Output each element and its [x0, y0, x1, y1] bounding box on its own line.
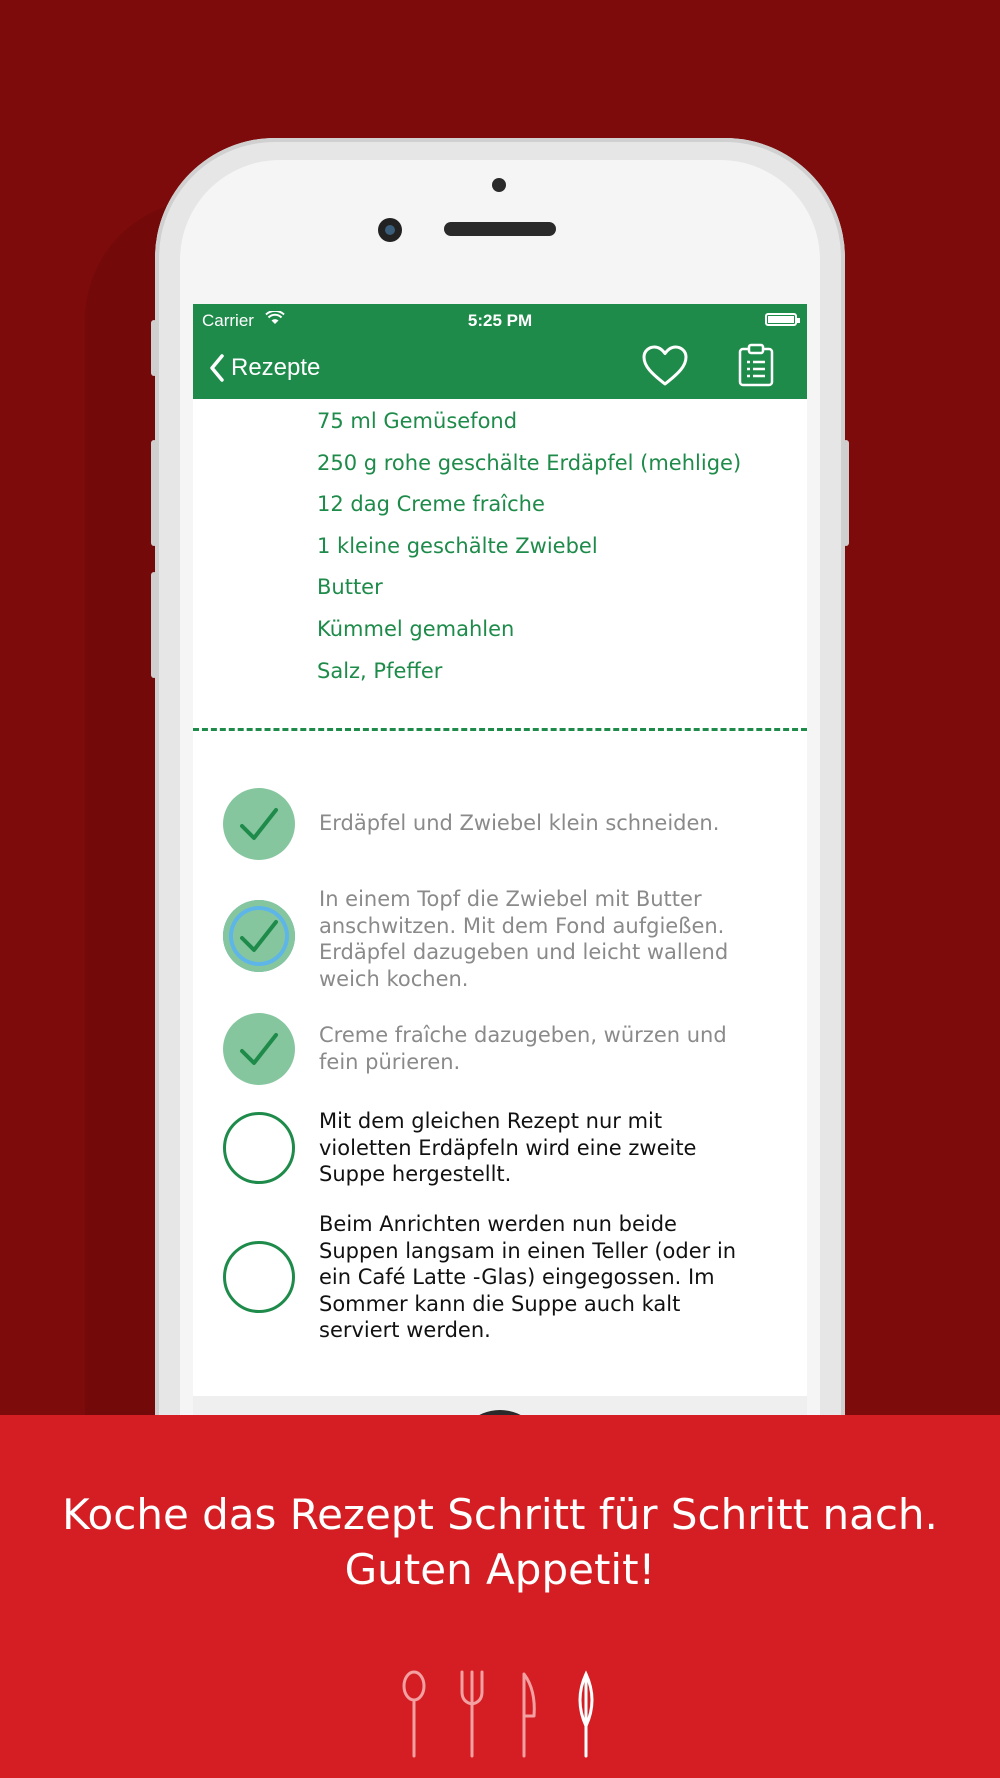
power-button	[843, 440, 849, 546]
front-camera	[378, 218, 402, 242]
knife-icon	[524, 1674, 534, 1756]
checkmark-icon	[237, 1029, 281, 1069]
banner-line-2: Guten Appetit!	[344, 1545, 656, 1594]
battery-icon	[765, 313, 797, 326]
step-text: Mit dem gleichen Rezept nur mit violetten Erdäpfeln wird eine zweite Suppe hergestellt.	[319, 1109, 697, 1186]
back-button-label: Rezepte	[231, 354, 321, 381]
step-checkbox[interactable]	[223, 788, 295, 860]
promo-banner	[0, 1415, 1000, 1778]
utensils-illustration	[398, 1670, 608, 1760]
volume-up-button	[151, 440, 157, 546]
step-text: Erdäpfel und Zwiebel klein schneiden.	[319, 811, 720, 835]
ingredient-item: 1 kleine geschälte Zwiebel	[317, 533, 598, 558]
proximity-sensor	[492, 178, 506, 192]
checkmark-icon	[237, 916, 281, 956]
chevron-left-icon	[209, 354, 225, 382]
step-text: Beim Anrichten werden nun beide Suppen langsam in einen Teller (oder in ein Café Latte -Glas) eingegossen. Im Sommer kann die Suppe auch kalt serviert werden.	[319, 1212, 737, 1342]
app-screen	[193, 304, 807, 1396]
volume-down-button	[151, 572, 157, 678]
step-checkbox[interactable]	[223, 900, 295, 972]
section-divider	[193, 728, 807, 731]
whisk-icon	[580, 1674, 592, 1756]
ingredient-item: Kümmel gemahlen	[317, 616, 515, 641]
banner-line-1: Koche das Rezept Schritt für Schritt nach.	[62, 1490, 938, 1539]
spoon-icon	[404, 1672, 424, 1756]
ingredient-item: 75 ml Gemüsefond	[317, 409, 518, 433]
heart-icon[interactable]	[641, 344, 689, 388]
earpiece-speaker	[444, 222, 556, 236]
carrier-label: Carrier	[202, 311, 254, 330]
ingredient-item: 12 dag Creme fraîche	[317, 492, 545, 517]
ingredient-item: 250 g rohe geschälte Erdäpfel (mehlige)	[317, 450, 742, 475]
step-checkbox[interactable]	[223, 1112, 295, 1184]
navigation-bar	[193, 336, 807, 399]
top-bar	[193, 304, 807, 399]
fork-icon	[462, 1672, 482, 1756]
banner-caption	[0, 1487, 1000, 1597]
step-checkbox[interactable]	[223, 1013, 295, 1085]
clipboard-icon[interactable]	[736, 342, 776, 388]
checkmark-icon	[237, 804, 281, 844]
status-time: 5:25 PM	[467, 311, 533, 330]
step-checkbox[interactable]	[223, 1241, 295, 1313]
back-button[interactable]	[209, 348, 320, 388]
ingredient-item: Salz, Pfeffer	[317, 658, 443, 683]
status-bar	[193, 304, 807, 336]
step-text: In einem Topf die Zwiebel mit Butter anschwitzen. Mit dem Fond aufgießen. Erdäpfel dazugeben und leicht wallend weich kochen.	[319, 887, 729, 991]
step-text: Creme fraîche dazugeben, würzen und fein pürieren.	[319, 1023, 727, 1074]
ingredient-item: Butter	[317, 575, 383, 600]
ingredient-list	[317, 406, 787, 697]
mute-switch	[151, 320, 157, 376]
